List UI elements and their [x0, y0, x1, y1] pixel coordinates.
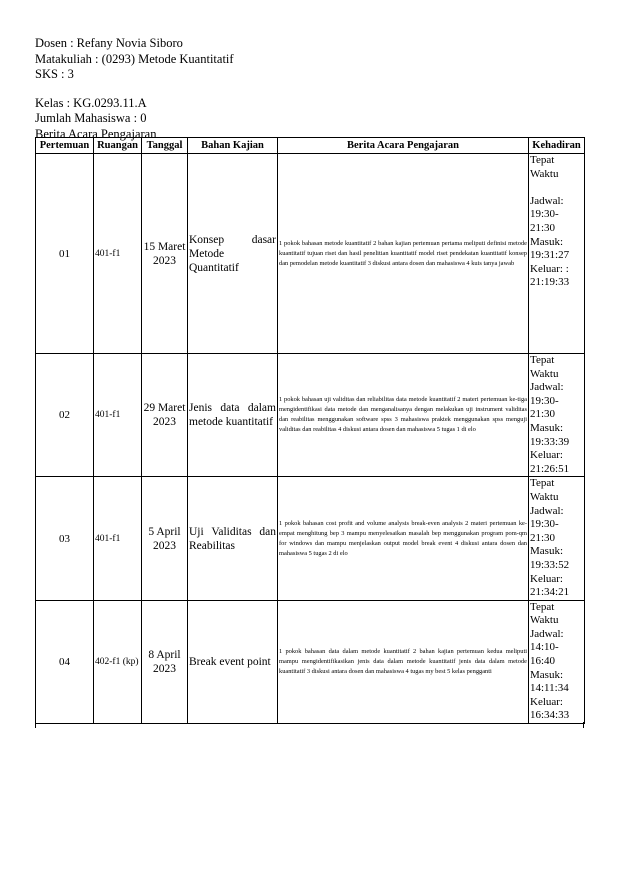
ruangan-cell: 402-f1 (kp) [94, 600, 142, 723]
kehadiran-keluar: Keluar: 21:34:21 [530, 572, 570, 599]
kehadiran-masuk: Masuk: 19:31:27 [530, 235, 570, 262]
tanggal-cell: 8 April 2023 [142, 600, 188, 723]
kehadiran-status: Tepat Waktu [530, 600, 559, 627]
kehadiran-masuk: Masuk: 19:33:52 [530, 545, 570, 571]
berita-acara-table [35, 137, 585, 724]
tanggal-cell: 5 April 2023 [142, 477, 188, 600]
kehadiran-jadwal: Jadwal: 14:10-16:40 [530, 627, 564, 668]
ruangan-cell: 401-f1 [94, 354, 142, 477]
kehadiran-masuk: Masuk: 14:11:34 [530, 668, 569, 695]
col-header-berita-acara: Berita Acara Pengajaran [278, 138, 529, 154]
bahan-kajian-cell: Jenis data dalam metode kuantitatif [188, 354, 278, 477]
kehadiran-cell [529, 477, 585, 600]
kehadiran-masuk: Masuk: 19:33:39 [530, 421, 570, 448]
tanggal-cell: 29 Maret 2023 [142, 354, 188, 477]
kehadiran-cell [529, 600, 585, 723]
tanggal-cell: 15 Maret 2023 [142, 154, 188, 354]
bahan-kajian-cell: Break event point [188, 600, 278, 723]
kehadiran-status: Tepat Waktu [530, 354, 559, 380]
kehadiran-status: Tepat Waktu [530, 477, 559, 503]
bahan-kajian-cell: Uji Validitas dan Reabilitas [188, 477, 278, 600]
section-title: Berita Acara Pengajaran [35, 126, 157, 141]
berita-acara-cell: 1 pokok bahasan uji validitas dan reliabilitas data metode kuantitatif 2 materi pertemuan ke-tiga mengidentifikasi data metode dan menganalisanya dengan melakukan uji instrument validitas dan reabilitas menggunakan software spss 3 mahasiswa praktek menggunakan spss menguji validitas dan reabilitas 4 diskusi antara dosen dan mahasiswa 5 tugas 1 di elo [278, 354, 529, 477]
kehadiran-status: Tepat Waktu [530, 154, 559, 180]
table-row [36, 354, 585, 477]
table-header-row [36, 138, 585, 154]
berita-acara-cell: 1 pokok bahasan cost profit and volume analysis break-even analysis 2 materi pertemuan ke-empat menghitung bep 3 mampu menyelesaikan masalah bep menggunakan program pom-qm for windows dan mampu menjelaskan output model break event 4 diskusi antara dosen dan mahasiswa 5 tugas 2 di elo [278, 477, 529, 600]
pertemuan-cell: 03 [36, 477, 94, 600]
col-header-bahan-kajian: Bahan Kajian [188, 138, 278, 154]
berita-acara-cell: 1 pokok bahasan data dalam metode kuantitatif 2 bahan kajian pertemuan kedua meliputi mampu mengidentifikasikan jenis data dalam metode kuantitatif jenis data dalam metode kuantitatif 3 diskusi antara dosen dan mahasiswa 4 tugas my best 5 kelas pengganti [278, 600, 529, 723]
kehadiran-jadwal: Jadwal: 19:30-21:30 [530, 194, 564, 234]
kehadiran-cell [529, 154, 585, 354]
dosen-line: Dosen : Refany Novia Siboro [35, 36, 183, 50]
ruangan-cell: 401-f1 [94, 477, 142, 600]
kehadiran-keluar: Keluar: 21:26:51 [530, 449, 570, 475]
matakuliah-line: Matakuliah : (0293) Metode Kuantitatif [35, 51, 234, 66]
pertemuan-cell: 04 [36, 600, 94, 723]
document-header [35, 36, 234, 142]
table-row [36, 154, 585, 354]
col-header-kehadiran: Kehadiran [529, 138, 585, 154]
pertemuan-cell: 01 [36, 154, 94, 354]
table-row [36, 600, 585, 723]
pertemuan-cell: 02 [36, 354, 94, 477]
table-continuation [35, 722, 584, 728]
col-header-tanggal: Tanggal [142, 138, 188, 154]
kehadiran-jadwal: Jadwal: 19:30-21:30 [530, 381, 564, 421]
kehadiran-keluar: Keluar: : 21:19:33 [530, 262, 570, 289]
kehadiran-jadwal: Jadwal: 19:30-21:30 [530, 504, 564, 544]
kehadiran-keluar: Keluar: 16:34:33 [530, 695, 570, 722]
berita-acara-cell: 1 pokok bahasan metode kuantitatif 2 bahan kajian pertemuan pertama meliputi definisi metode kuantitatif tujuan riset dan hasil penelitian kuantitatif model riset pendekatan kuantitatif konsep dan pemodelan metode kuantitatif 3 diskusi antara dosen dan mahasiswa 4 kuis tanya jawab [278, 154, 529, 354]
kelas-line: Kelas : KG.0293.11.A [35, 95, 147, 110]
bahan-kajian-cell: Konsep dasar Metode Quantitatif [188, 154, 278, 354]
col-header-pertemuan: Pertemuan [36, 138, 94, 154]
kehadiran-cell [529, 354, 585, 477]
sks-line: SKS : 3 [35, 67, 74, 81]
jumlah-mahasiswa-line: Jumlah Mahasiswa : 0 [35, 111, 147, 125]
col-header-ruangan: Ruangan [94, 138, 142, 154]
table-row [36, 477, 585, 600]
ruangan-cell: 401-f1 [94, 154, 142, 354]
